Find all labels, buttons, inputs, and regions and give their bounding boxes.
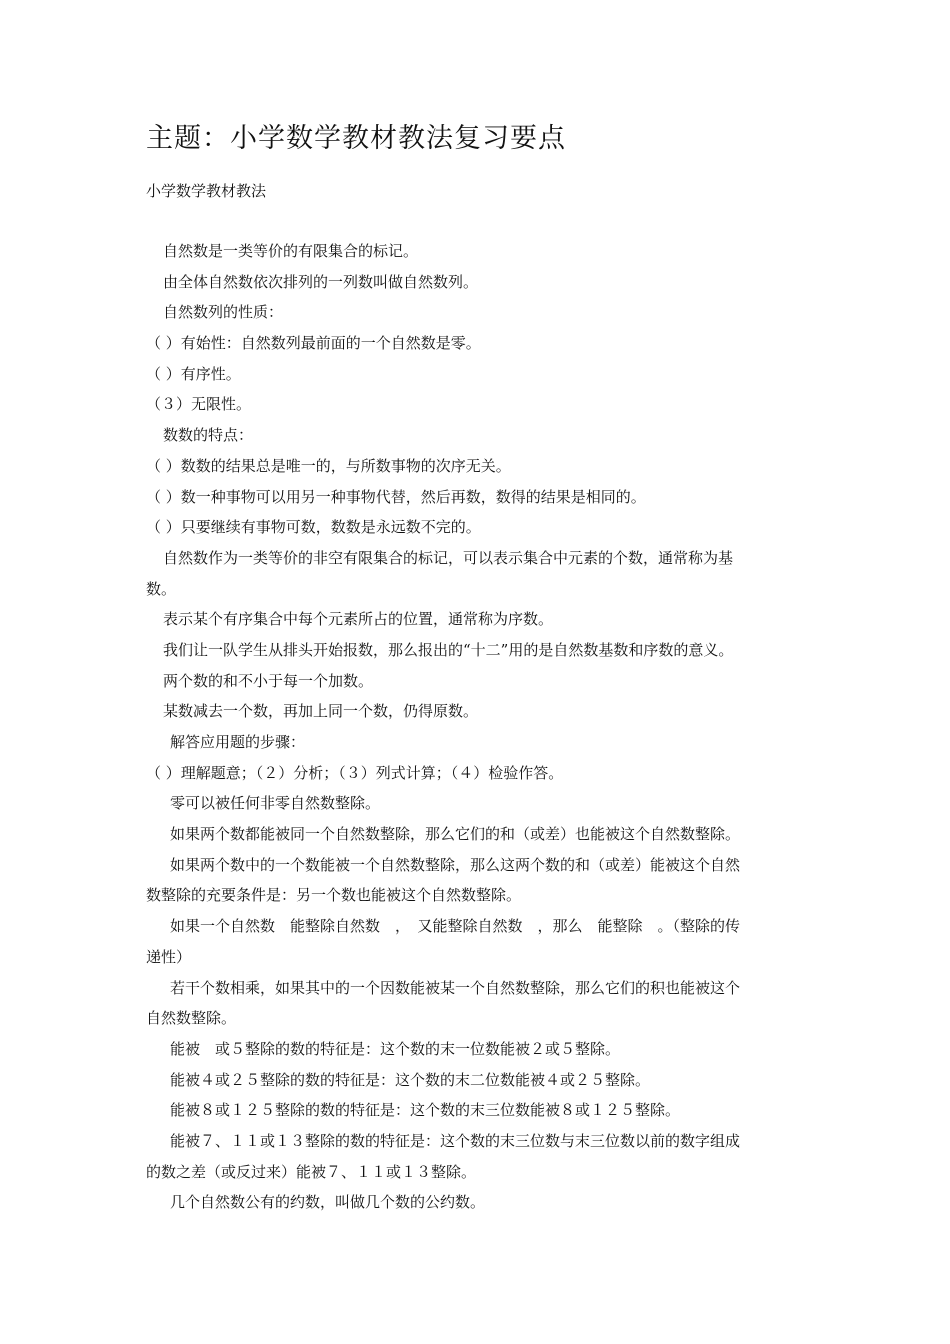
text-line: 自然数列的性质： xyxy=(163,303,284,322)
text-line: 的数之差（或反过来）能被７、１１或１３整除。 xyxy=(146,1162,477,1181)
text-line: 解答应用题的步骤： xyxy=(170,733,306,751)
text-line: 如果两个数都能被同一个自然数整除，那么它们的和（或差）也能被这个自然数整除。 xyxy=(170,825,741,844)
text-line: 数数的特点： xyxy=(163,426,254,445)
text-line: 如果一个自然数 能整除自然数 ， 又能整除自然数 ，那么 能整除 。（整除的传 xyxy=(170,917,741,936)
text-line: 表示某个有序集合中每个元素所占的位置，通常称为序数。 xyxy=(163,610,554,629)
text-line: 数整除的充要条件是：另一个数也能被这个自然数整除。 xyxy=(146,886,522,905)
document-body xyxy=(146,236,810,1218)
page-title: 主题：小学数学教材教法复习要点 xyxy=(146,123,566,154)
text-line: 能被４或２５整除的数的特征是：这个数的末二位数能被４或２５整除。 xyxy=(170,1070,651,1089)
text-line: （３）无限性。 xyxy=(146,395,252,414)
text-line: 能被 或５整除的数的特征是：这个数的末一位数能被２或５整除。 xyxy=(170,1039,621,1058)
text-line: 几个自然数公有的约数，叫做几个数的公约数。 xyxy=(170,1193,486,1212)
text-line: 若干个数相乘，如果其中的一个因数能被某一个自然数整除，那么它们的积也能被这个 xyxy=(170,978,741,997)
text-line: 零可以被任何非零自然数整除。 xyxy=(170,794,381,813)
text-line: 我们让一队学生从排头开始报数，那么报出的“十二”用的是自然数基数和序数的意义。 xyxy=(163,640,734,659)
text-line: （ ）数数的结果总是唯一的，与所数事物的次序无关。 xyxy=(146,456,511,475)
text-line: 某数减去一个数，再加上同一个数，仍得原数。 xyxy=(163,702,479,721)
text-line: 递性） xyxy=(146,947,192,966)
text-line: （ ）理解题意；（２）分析；（３）列式计算；（４）检验作答。 xyxy=(146,763,564,782)
text-line: 能被８或１２５整除的数的特征是：这个数的末三位数能被８或１２５整除。 xyxy=(170,1101,681,1120)
text-line: 自然数作为一类等价的非空有限集合的标记，可以表示集合中元素的个数，通常称为基 xyxy=(163,548,734,567)
text-line: （ ）有始性：自然数列最前面的一个自然数是零。 xyxy=(146,334,481,353)
page-subtitle: 小学数学教材教法 xyxy=(146,182,267,200)
text-line: 两个数的和不小于每一个加数。 xyxy=(163,671,374,690)
text-line: （ ）有序性。 xyxy=(146,364,241,383)
text-line: （ ）只要继续有事物可数，数数是永远数不完的。 xyxy=(146,518,481,537)
text-line: 数。 xyxy=(146,579,177,598)
text-line: 自然数整除。 xyxy=(146,1009,237,1028)
text-line: 如果两个数中的一个数能被一个自然数整除，那么这两个数的和（或差）能被这个自然 xyxy=(170,855,741,874)
text-line: 能被７、１１或１３整除的数的特征是：这个数的末三位数与末三位数以前的数字组成 xyxy=(170,1131,741,1150)
text-line: 自然数是一类等价的有限集合的标记。 xyxy=(163,242,419,260)
text-line: 由全体自然数依次排列的一列数叫做自然数列。 xyxy=(163,272,479,291)
text-line: （ ）数一种事物可以用另一种事物代替，然后再数，数得的结果是相同的。 xyxy=(146,487,646,506)
